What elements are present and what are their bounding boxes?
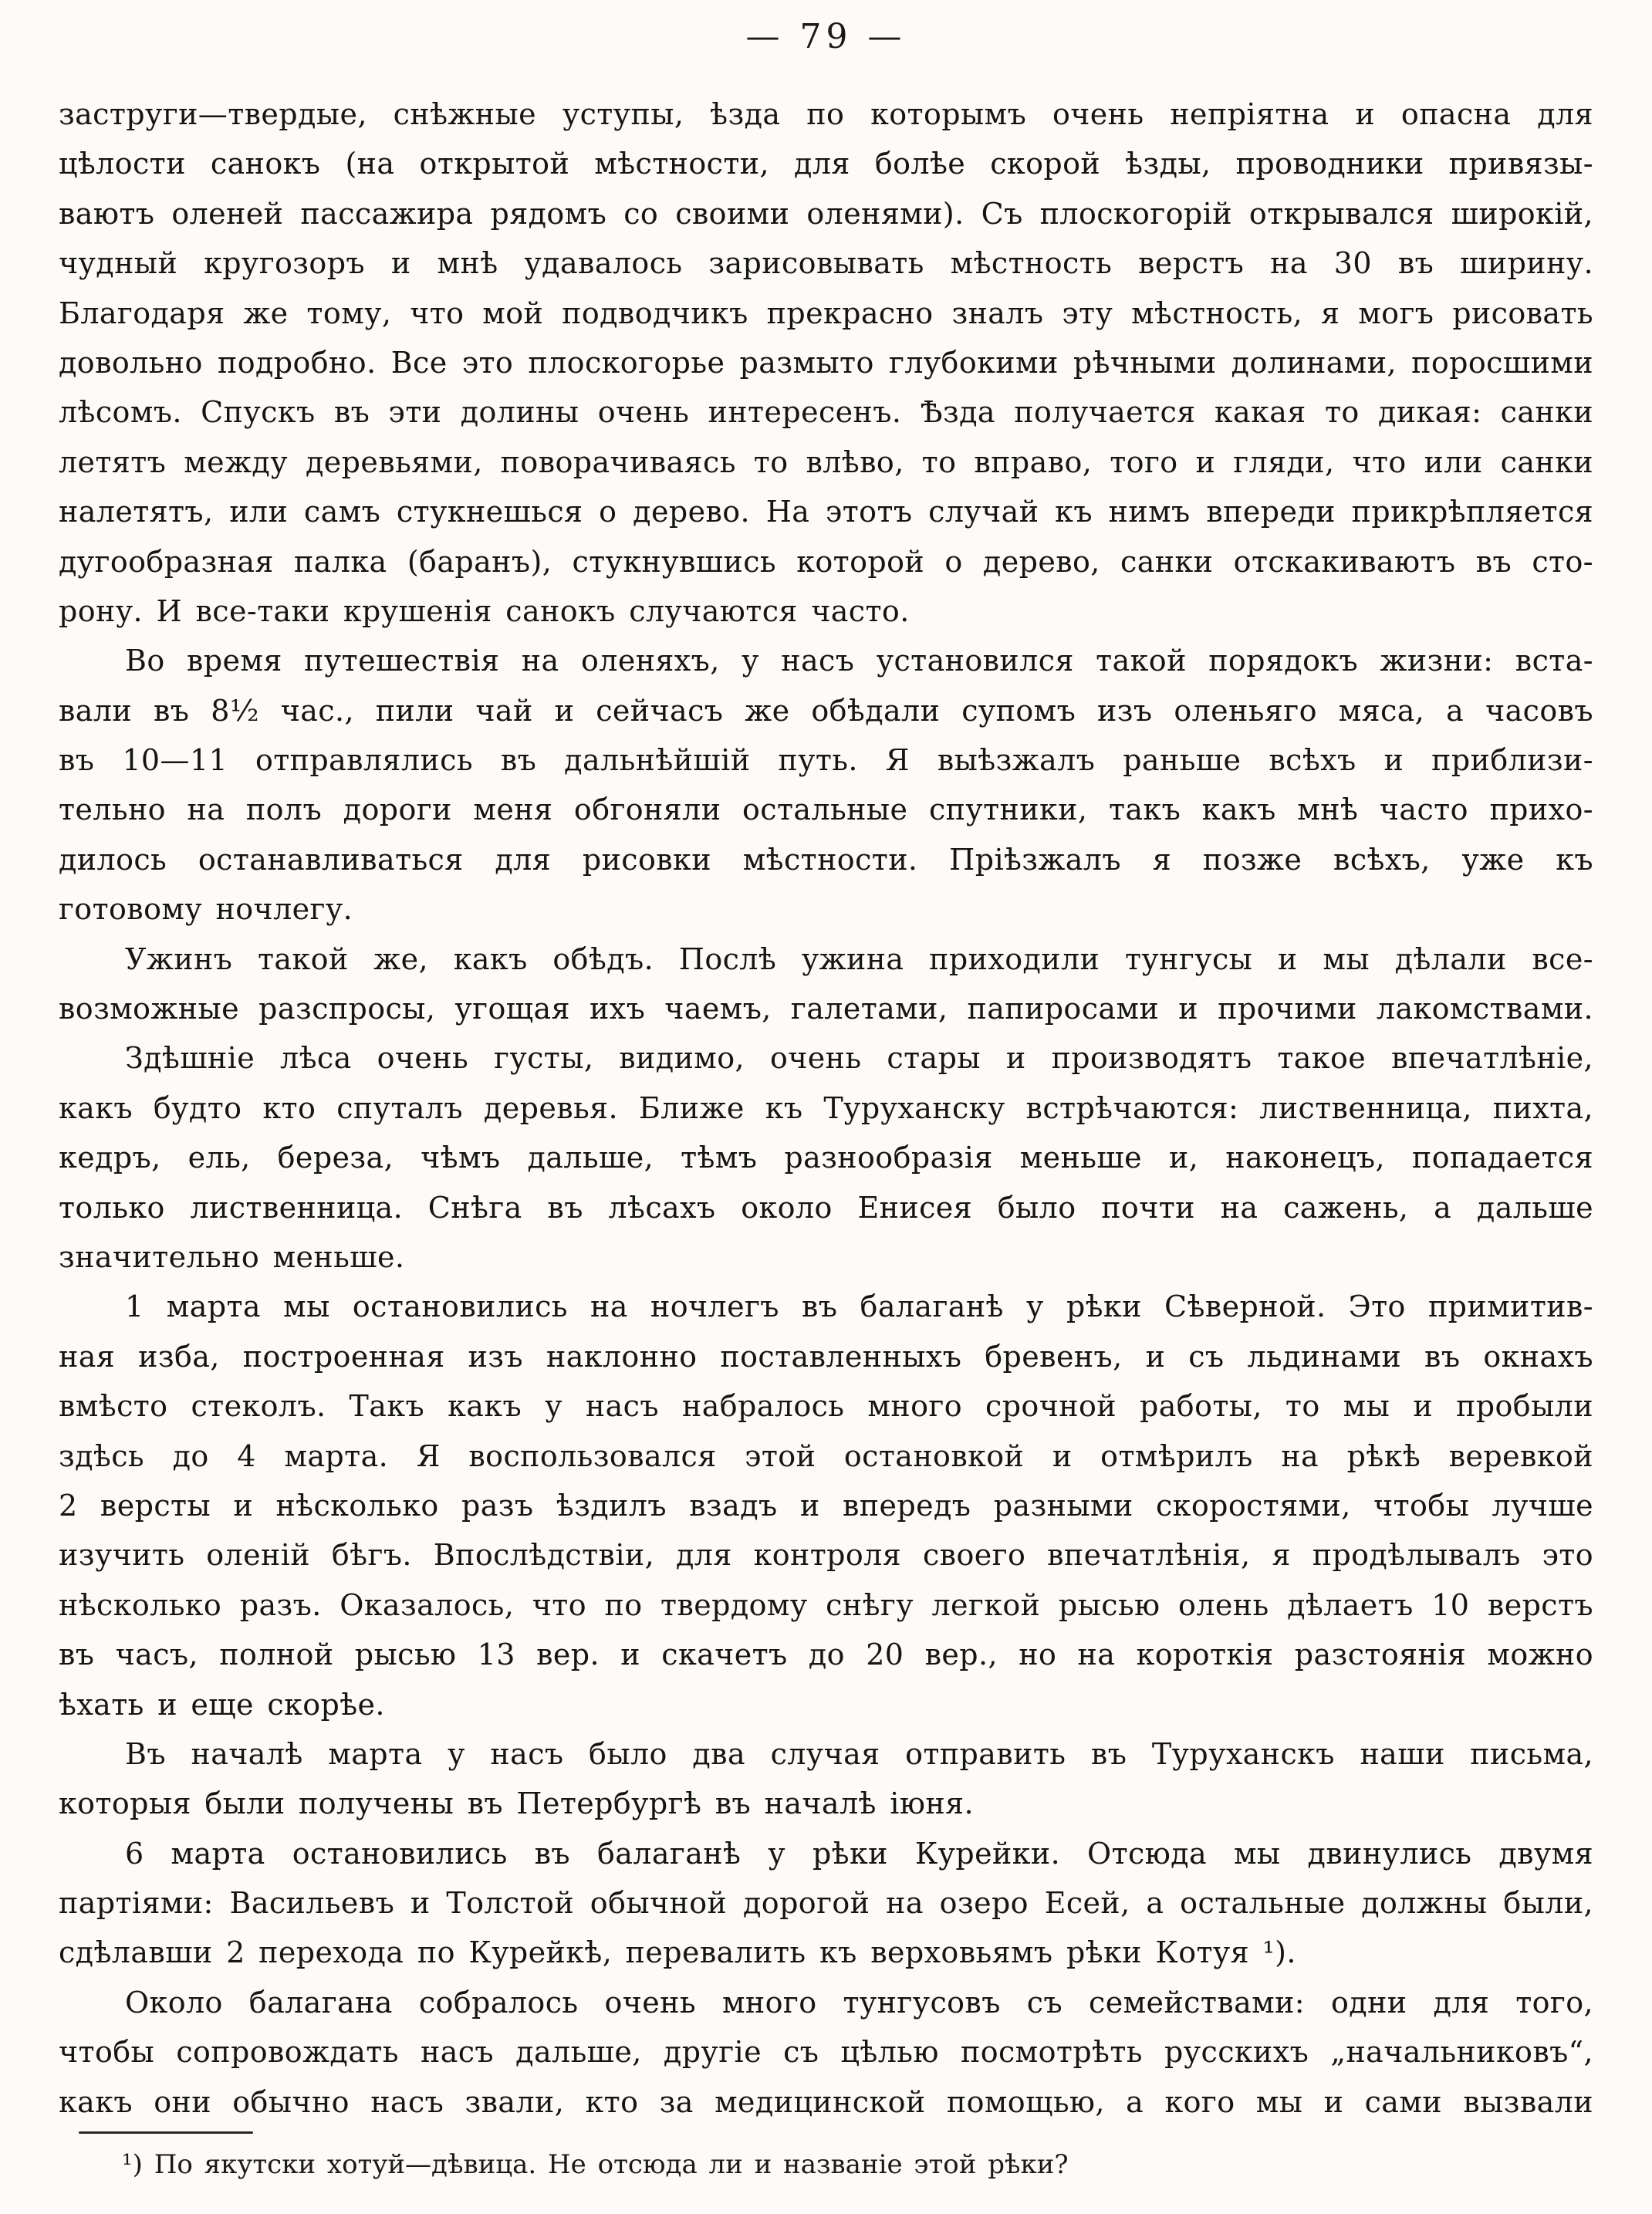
text-line: Во время путешествія на оленяхъ, у насъ установился такой порядокъ жизни: вста- — [125, 644, 1593, 678]
text-line: Около балагана собралось очень много тунгусовъ съ семействами: одни для того, — [125, 1985, 1593, 2020]
text-line: ная изба, построенная изъ наклонно поставленныхъ бревенъ, и съ льдинами въ окнахъ — [59, 1339, 1593, 1374]
text-line: нѣсколько разъ. Оказалось, что по твердому снѣгу легкой рысью олень дѣлаетъ 10 верстъ — [59, 1587, 1593, 1622]
text-line: только лиственница. Снѣга въ лѣсахъ около Енисея было почти на сажень, а дальше — [59, 1190, 1593, 1225]
text-line: ѣхать и еще скорѣе. — [59, 1687, 385, 1722]
text-line: готовому ночлегу. — [59, 892, 353, 927]
text-line: Благодаря же тому, что мой подводчикъ прекрасно зналъ эту мѣстность, я могъ рисовать — [59, 296, 1593, 330]
text-line: какъ они обычно насъ звали, кто за медицинской помощью, а кого мы и сами вызвали — [59, 2084, 1593, 2119]
text-line: значительно меньше. — [59, 1239, 405, 1274]
text-line: довольно подробно. Все это плоскогорье размыто глубокими рѣчными долинами, поросшими — [59, 345, 1593, 380]
text-line: въ 10—11 отправлялись въ дальнѣйшій путь. Я выѣзжалъ раньше всѣхъ и приблизи- — [59, 743, 1593, 778]
text-line: лѣсомъ. Спускъ въ эти долины очень интересенъ. Ѣзда получается какая то дикая: санки — [59, 395, 1593, 430]
text-line: тельно на полъ дороги меня обгоняли остальные спутники, такъ какъ мнѣ часто прихо- — [59, 793, 1593, 827]
text-line: Въ началѣ марта у насъ было два случая отправить въ Туруханскъ наши письма, — [125, 1736, 1593, 1771]
text-line: партіями: Васильевъ и Толстой обычной дорогой на озеро Есей, а остальные должны были, — [59, 1886, 1593, 1921]
text-line: возможные разспросы, угощая ихъ чаемъ, галетами, папиросами и прочими лакомствами. — [59, 992, 1593, 1026]
text-line: дилось останавливаться для рисовки мѣстности. Пріѣзжалъ я позже всѣхъ, уже къ — [59, 842, 1593, 877]
text-line: которыя были получены въ Петербургѣ въ началѣ іюня. — [59, 1786, 974, 1821]
text-line: сдѣлавши 2 перехода по Курейкѣ, перевалить къ верховьямъ рѣки Котуя ¹). — [59, 1935, 1296, 1970]
text-line: Ужинъ такой же, какъ обѣдъ. Послѣ ужина приходили тунгусы и мы дѣлали все- — [125, 941, 1593, 976]
text-line: какъ будто кто спуталъ деревья. Ближе къ Туруханску встрѣчаются: лиственница, пихта, — [59, 1090, 1593, 1125]
footnote-divider — [79, 2131, 253, 2134]
text-line: вмѣсто стеколъ. Такъ какъ у насъ набралось много срочной работы, то мы и пробыли — [59, 1389, 1593, 1424]
text-line: здѣсь до 4 марта. Я воспользовался этой остановкой и отмѣрилъ на рѣкѣ веревкой — [59, 1438, 1593, 1473]
text-line: чтобы сопровождать насъ дальше, другіе съ цѣлью посмотрѣть русскихъ „начальниковъ“, — [59, 2035, 1593, 2070]
text-line: летятъ между деревьями, поворачиваясь то влѣво, то вправо, того и гляди, что или санки — [59, 444, 1593, 479]
text-line: заструги—твердые, снѣжные уступы, ѣзда по которымъ очень непріятна и опасна для — [59, 97, 1593, 131]
text-line: кедръ, ель, береза, чѣмъ дальше, тѣмъ разнообразія меньше и, наконецъ, попадается — [59, 1141, 1593, 1175]
text-line: вали въ 8¹⁄₂ час., пили чай и сейчасъ же обѣдали супомъ изъ оленьяго мяса, а часовъ — [59, 693, 1593, 728]
text-line: чудный кругозоръ и мнѣ удавалось зарисовывать мѣстность верстъ на 30 въ ширину. — [59, 246, 1593, 281]
text-line: рону. И все-таки крушенія санокъ случаются часто. — [59, 593, 910, 628]
text-line: Здѣшніе лѣса очень густы, видимо, очень стары и производятъ такое впечатлѣніе, — [125, 1041, 1593, 1076]
text-line: 6 марта остановились въ балаганѣ у рѣки Курейки. Отсюда мы двинулись двумя — [125, 1836, 1593, 1871]
text-line: 2 версты и нѣсколько разъ ѣздилъ взадъ и впередъ разными скоростями, чтобы лучше — [59, 1488, 1593, 1523]
page-number: — 79 — — [745, 17, 907, 56]
text-line: дугообразная палка (баранъ), стукнувшись которой о дерево, санки отскакиваютъ въ сто- — [59, 544, 1593, 579]
text-line: налетятъ, или самъ стукнешься о дерево. На этотъ случай къ нимъ впереди прикрѣпляется — [59, 495, 1593, 529]
text-line: изучить оленій бѣгъ. Впослѣдствіи, для контроля своего впечатлѣнія, я продѣлывалъ это — [59, 1538, 1593, 1573]
body-text — [59, 90, 1593, 2127]
text-line: ваютъ оленей пассажира рядомъ со своими оленями). Съ плоскогорій открывался широкій, — [59, 196, 1593, 231]
text-line: цѣлости санокъ (на открытой мѣстности, для болѣе скорой ѣзды, проводники привязы- — [59, 147, 1593, 181]
text-line: въ часъ, полной рысью 13 вер. и скачетъ до 20 вер., но на короткія разстоянія можно — [59, 1638, 1593, 1672]
footnote-text: ¹) По якутски хотуй—дѣвица. Не отсюда ли и названіе этой рѣки? — [122, 2149, 1069, 2180]
text-line: 1 марта мы остановились на ночлегъ въ балаганѣ у рѣки Сѣверной. Это примитив- — [125, 1290, 1593, 1324]
